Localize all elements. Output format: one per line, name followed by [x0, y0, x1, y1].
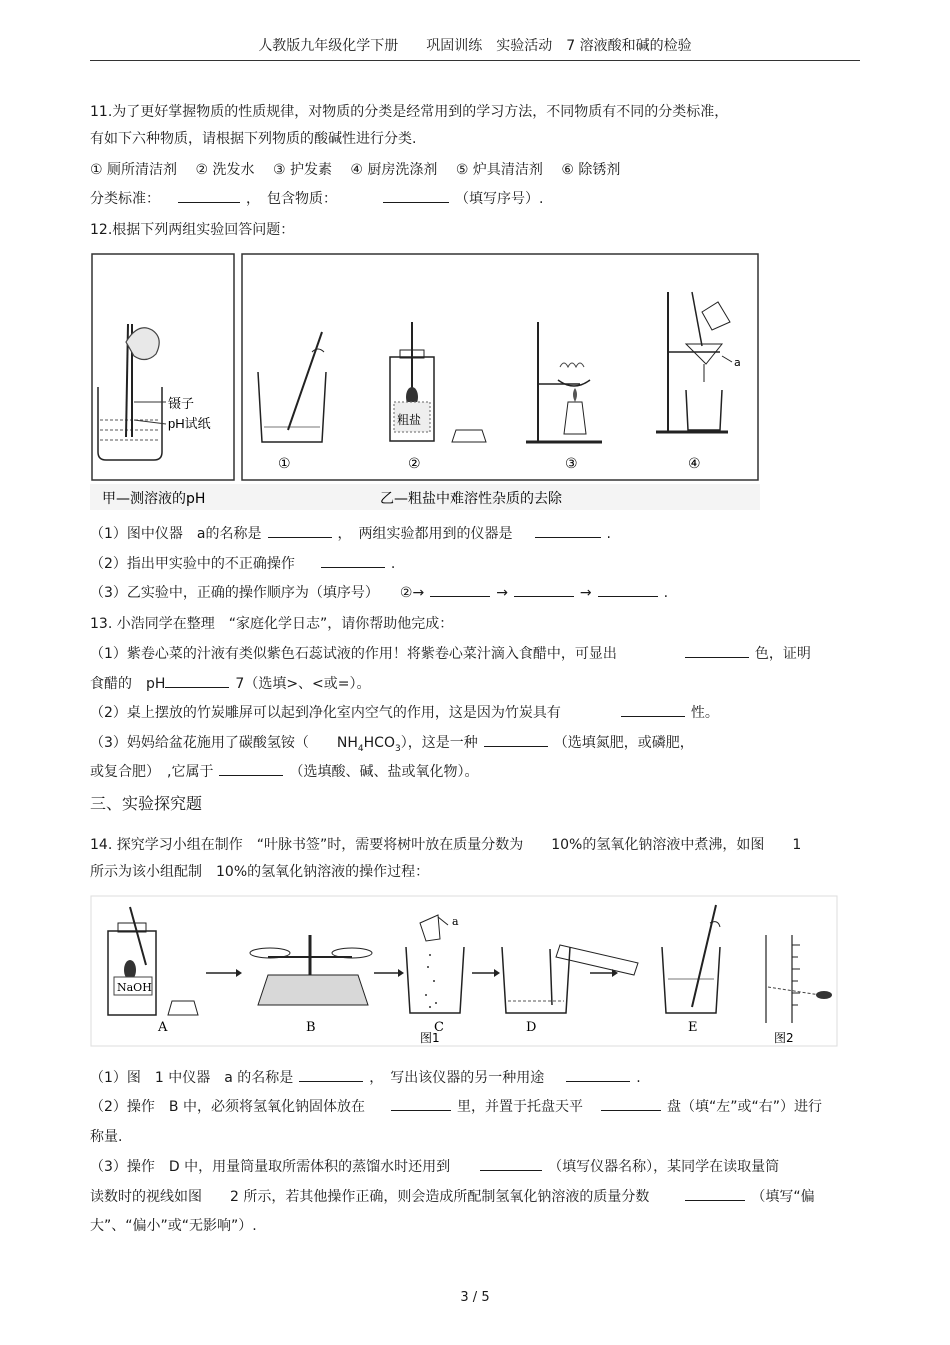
label-salt: 粗盐 [397, 413, 422, 427]
q13-blank-property[interactable] [621, 703, 685, 717]
label-E: E [688, 1020, 698, 1035]
q12-blank-a-name[interactable] [268, 524, 332, 538]
q12-part3 [90, 582, 668, 602]
q14-part1 [90, 1067, 641, 1087]
q13-part1-line2 [90, 673, 371, 693]
q14-p2-text3: 盘（填“左”或“右”）进行 [666, 1099, 822, 1115]
q13-p1-text4: 7（选填>、<或=）。 [235, 676, 371, 692]
q12-arrow: → [579, 585, 592, 601]
ph-test-illustration [98, 324, 211, 460]
q12-blank-order1[interactable] [430, 583, 490, 597]
q11-item: ① 厕所清洁剂 [90, 162, 178, 178]
step3-evaporate [526, 322, 602, 472]
q14-p3-text2: （填写仪器名称），某同学在读取量筒 [548, 1159, 780, 1175]
q12-p3-end: . [663, 585, 669, 601]
step-e-stir [662, 905, 720, 1035]
q13-p3-formula: HCO [363, 735, 395, 751]
q11-classify-line [90, 188, 543, 208]
q13-p3-text: （3）妈妈给盆花施用了碳酸氢铵（ NH [90, 735, 358, 751]
step-number-1: ① [278, 456, 291, 472]
q11-blank-standard[interactable] [178, 189, 240, 203]
q11-item: ② 洗发水 [195, 162, 255, 178]
q14-part3-line3: 大”、“偏小”或“无影响”）. [90, 1218, 257, 1234]
q14-part3-line2 [90, 1186, 815, 1206]
step1-dissolve [258, 332, 326, 472]
q13-p2-end: 性。 [690, 705, 719, 721]
caption-left: 甲—测溶液的pH [102, 491, 206, 507]
q13-p1-text3: 食醋的 pH [90, 676, 166, 692]
q14-p3-text3: 读数时的视线如图 2 所示，若其他操作正确，则会造成所配制氢氧化钠溶液的质量分数 [90, 1189, 650, 1205]
q13-p3-sub2: 3 [394, 743, 401, 754]
label-fig1: 图1 [420, 1031, 440, 1045]
section-title: 三、实验探究题 [90, 794, 203, 813]
q14-part3-line1 [90, 1156, 779, 1176]
q13-stem: 13. 小浩同学在整理 “家庭化学日志”，请你帮助他完成： [90, 616, 454, 632]
q13-p3-text5: （选填酸、碱、盐或氧化物）。 [289, 764, 479, 780]
label-fig2: 图2 [774, 1031, 794, 1045]
q11-hint: （填写序号）. [455, 191, 544, 207]
q12-blank-common[interactable] [535, 524, 601, 538]
page-header: 人教版九年级化学下册 巩固训练 实验活动 7 溶液酸和碱的检验 [258, 38, 692, 54]
q13-part3-line2 [90, 761, 478, 781]
q14-p3-text: （3）操作 D 中，用量筒量取所需体积的蒸馏水时还用到 [90, 1159, 451, 1175]
q14-p3-text4: （填写“偏 [751, 1189, 815, 1205]
label-tweezers: 镊子 [168, 396, 195, 411]
q13-part2 [90, 702, 719, 722]
q11-blank-substances[interactable] [383, 189, 449, 203]
q12-stem: 12.根据下列两组实验回答问题： [90, 222, 295, 238]
q14-part2-line2: 称量. [90, 1129, 123, 1145]
q11-line2: 有如下六种物质，请根据下列物质的酸碱性进行分类. [90, 131, 417, 147]
q11-line1: 11.为了更好掌握物质的性质规律，对物质的分类是经常用到的学习方法，不同物质有不同的分类标准， [90, 104, 729, 120]
q13-p1-text: （1）紫卷心菜的汁液有类似紫色石蕊试液的作用！将紫卷心菜汁滴入食醋中，可显出 [90, 646, 617, 662]
q13-p3-sub: 4 [357, 743, 364, 754]
q13-blank-fertilizer[interactable] [484, 733, 548, 747]
step4-filter [656, 292, 741, 472]
q11-contains-label: ， 包含物质： [246, 191, 337, 207]
q12-p2-text: （2）指出甲实验中的不正确操作 [90, 556, 295, 572]
q11-classify-label: 分类标准： [90, 191, 160, 207]
caption-right: 乙—粗盐中难溶性杂质的去除 [380, 491, 562, 507]
q12-blank-wrong-op[interactable] [321, 554, 385, 568]
step-a-bottle [108, 907, 198, 1035]
q11-item: ③ 护发素 [272, 162, 332, 178]
q13-blank-color[interactable] [685, 644, 749, 658]
header-rule [90, 60, 860, 61]
q14-blank-usage[interactable] [566, 1068, 630, 1082]
step-number-4: ④ [688, 456, 701, 472]
q14-line2: 所示为该小组配制 10%的氢氧化钠溶液的操作过程： [90, 864, 430, 880]
q12-p1-end: . [606, 526, 611, 542]
q13-p2-text: （2）桌上摆放的竹炭雕屏可以起到净化室内空气的作用，这是因为竹炭具有 [90, 705, 561, 721]
q11-items [90, 159, 620, 179]
label-D: D [526, 1020, 537, 1035]
q14-p1-text: （1）图 1 中仪器 a 的名称是 [90, 1070, 294, 1086]
q12-p3-text: （3）乙实验中，正确的操作顺序为（填序号） ②→ [90, 585, 425, 601]
step-b-balance [250, 935, 372, 1035]
q14-blank-effect[interactable] [685, 1187, 745, 1201]
q13-p3-text4: 或复合肥） ,它属于 [90, 764, 214, 780]
q11-item: ⑤ 炉具清洁剂 [455, 162, 543, 178]
q14-p1-end: . [636, 1070, 641, 1086]
step-d-pour [502, 945, 638, 1035]
page-number: 3 / 5 [460, 1290, 490, 1305]
q13-p1-text2: 色，证明 [754, 646, 811, 662]
q12-p2-end: . [390, 556, 396, 572]
q12-part2 [90, 553, 395, 573]
step-c-transfer [406, 915, 464, 1035]
label-ph-paper: pH试纸 [168, 416, 211, 431]
q14-blank-a-name[interactable] [299, 1068, 363, 1082]
q11-item: ④ 厨房洗涤剂 [350, 162, 438, 178]
q14-blank-container[interactable] [391, 1097, 451, 1111]
q14-blank-instrument[interactable] [480, 1157, 542, 1171]
q13-blank-class[interactable] [219, 762, 283, 776]
q13-p3-text2: ），这是一种 [400, 735, 478, 751]
q12-blank-order3[interactable] [598, 583, 658, 597]
q14-p1-text2: ， 写出该仪器的另一种用途 [369, 1070, 545, 1086]
q14-p2-text2: 里，并置于托盘天平 [456, 1099, 583, 1115]
label-A: A [158, 1020, 168, 1035]
fig2-reading [420, 935, 832, 1045]
right-panel-frame [242, 254, 758, 480]
q14-part2 [90, 1096, 822, 1116]
q14-p2-text: （2）操作 B 中，必须将氢氧化钠固体放在 [90, 1099, 365, 1115]
q12-figure [90, 252, 760, 510]
step2-weigh [390, 322, 486, 472]
q12-arrow: → [496, 585, 508, 601]
q12-blank-order2[interactable] [514, 583, 574, 597]
q13-part1-line1 [90, 643, 811, 663]
q11-item: ⑥ 除锈剂 [561, 162, 621, 178]
step-number-3: ③ [565, 456, 578, 472]
q12-p1-text2: ， 两组实验都用到的仪器是 [337, 526, 513, 542]
q14-blank-pan[interactable] [601, 1097, 661, 1111]
q12-part1 [90, 523, 611, 543]
label-a: a [734, 356, 741, 369]
q13-blank-ph[interactable] [165, 674, 229, 688]
q13-p3-text3: （选填氮肥，或磷肥， [553, 735, 694, 751]
label-C: C [434, 1020, 444, 1035]
q13-part3-line1 [90, 732, 694, 754]
left-panel-frame [92, 254, 234, 480]
label-a2: a [452, 915, 459, 928]
label-naoh: NaOH [117, 981, 152, 994]
label-B: B [306, 1020, 316, 1035]
q12-p1-text: （1）图中仪器 a的名称是 [90, 526, 262, 542]
q14-figure [90, 895, 838, 1047]
step-number-2: ② [408, 456, 421, 472]
q14-line1: 14. 探究学习小组在制作 “叶脉书签”时，需要将树叶放在质量分数为 10%的氢氧化钠溶液中煮沸，如图 1 [90, 837, 802, 853]
